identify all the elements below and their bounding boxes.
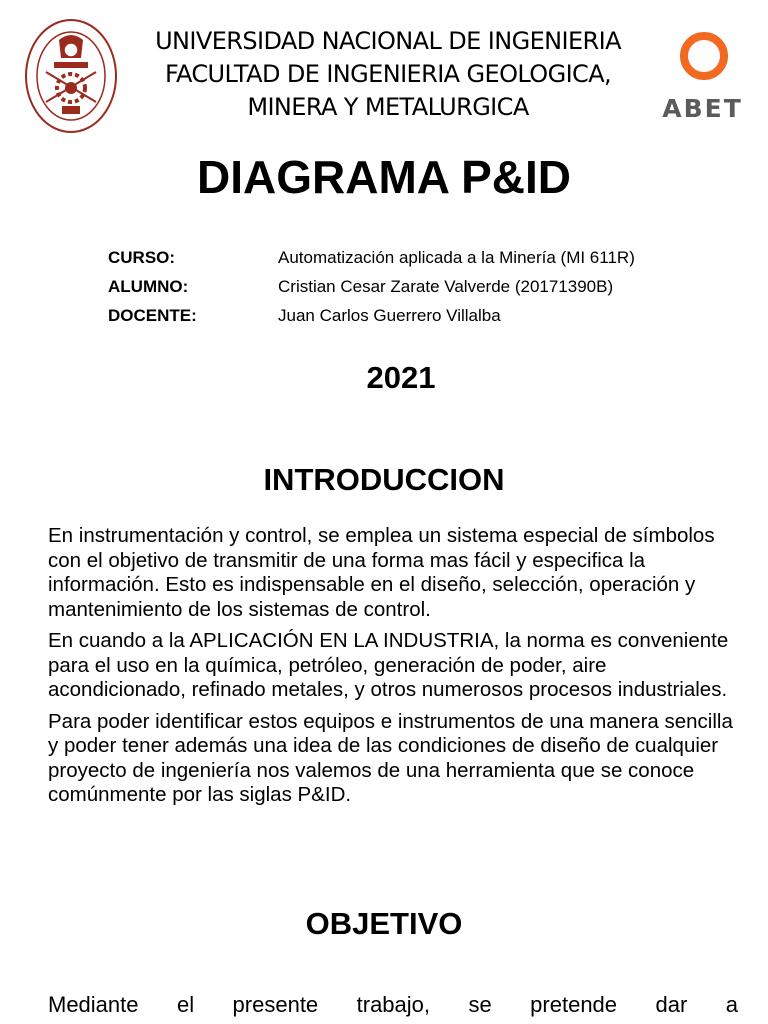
objective-heading: OBJETIVO xyxy=(305,906,463,941)
info-value: Cristian Cesar Zarate Valverde (20171390B) xyxy=(278,277,614,296)
university-name: UNIVERSIDAD NACIONAL DE INGENIERIA xyxy=(155,27,621,55)
document-title: DIAGRAMA P&ID xyxy=(197,151,571,203)
info-row-curso xyxy=(108,243,635,272)
faculty-line-2: MINERA Y METALURGICA xyxy=(247,93,529,121)
university-seal-logo xyxy=(24,18,118,134)
abet-ring-icon xyxy=(680,32,728,80)
info-value: Automatización aplicada a la Minería (MI 611R) xyxy=(278,248,635,267)
abet-logo xyxy=(650,32,755,124)
info-block xyxy=(108,243,635,330)
intro-paragraph: En instrumentación y control, se emplea un sistema especial de símbolos con el objetivo de transmitir de una forma mas fácil y especifica la información. Esto es indispensable en el diseño, selección, operación y mantenimiento de los sistemas de control. xyxy=(48,524,715,621)
intro-heading: INTRODUCCION xyxy=(263,462,505,497)
info-label: DOCENTE: xyxy=(108,306,197,325)
intro-paragraph: En cuando a la APLICACIÓN EN LA INDUSTRIA, la norma es conveniente para el uso en la química, petróleo, generación de poder, aire acondicionado, refinado metales, y otros numerosos procesos industriales. xyxy=(48,629,729,701)
abet-label: ABET xyxy=(662,94,743,123)
intro-paragraph: Para poder identificar estos equipos e instrumentos de una manera sencilla y poder tener además una idea de las condiciones de diseño de cualquier proyecto de ingeniería nos valemos de una herramienta que se conoce comúnmente por las siglas P&ID. xyxy=(48,709,733,806)
info-label: CURSO: xyxy=(108,248,176,267)
info-row-docente xyxy=(108,301,635,330)
intro-body xyxy=(48,524,738,815)
year: 2021 xyxy=(366,360,436,395)
info-value: Juan Carlos Guerrero Villalba xyxy=(278,306,501,325)
faculty-line-1: FACULTAD DE INGENIERIA GEOLOGICA, xyxy=(164,60,612,88)
objective-text: Mediante el presente trabajo, se pretende dar a xyxy=(48,992,738,1017)
info-label: ALUMNO: xyxy=(108,277,189,296)
institution-header xyxy=(118,25,658,124)
info-row-alumno xyxy=(108,272,635,301)
